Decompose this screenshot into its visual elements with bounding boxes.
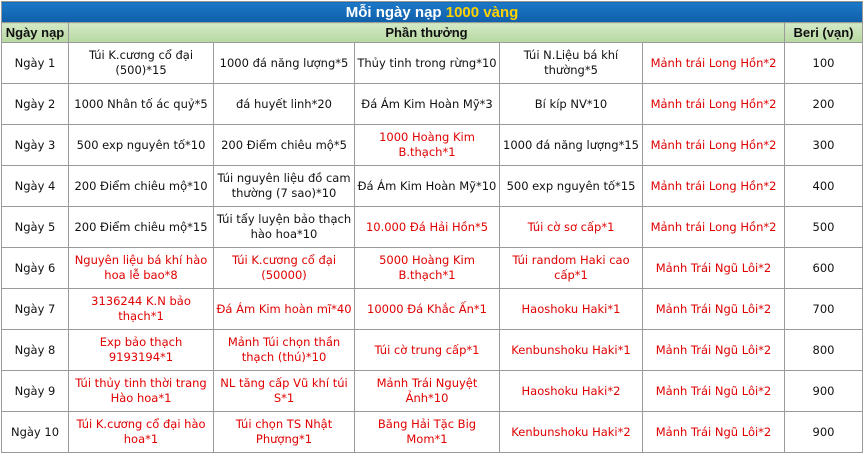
table-row: [2, 125, 863, 166]
reward-cell: Mảnh trái Long Hồn*2: [643, 166, 785, 207]
table-row: [2, 43, 863, 84]
reward-cell: Túi thủy tinh thời trang Hào hoa*1: [69, 371, 214, 412]
reward-cell: 500 exp nguyên tố*10: [69, 125, 214, 166]
reward-cell: đá huyết linh*20: [214, 84, 355, 125]
title-prefix: Mỗi ngày nạp: [345, 3, 446, 21]
reward-cell: 200 Điểm chiêu mộ*10: [69, 166, 214, 207]
table-row: [2, 371, 863, 412]
reward-cell: Mảnh Trái Nguyệt Ảnh*10: [355, 371, 500, 412]
reward-cell: Kenbunshoku Haki*1: [500, 330, 643, 371]
reward-cell: Bí kíp NV*10: [500, 84, 643, 125]
title-row: [2, 2, 863, 23]
reward-cell: Đá Ám Kim Hoàn Mỹ*10: [355, 166, 500, 207]
table-title: [2, 2, 863, 23]
table-row: [2, 84, 863, 125]
table-row: [2, 412, 863, 453]
beri-cell: 800: [785, 330, 863, 371]
beri-cell: 400: [785, 166, 863, 207]
reward-cell: 200 Điểm chiêu mộ*15: [69, 207, 214, 248]
table-row: [2, 248, 863, 289]
reward-cell: Mảnh Trái Ngũ Lôi*2: [643, 330, 785, 371]
reward-cell: 10000 Đá Khắc Ấn*1: [355, 289, 500, 330]
reward-cell: Mảnh trái Long Hồn*2: [643, 43, 785, 84]
reward-cell: Mảnh trái Long Hồn*2: [643, 84, 785, 125]
reward-cell: Haoshoku Haki*1: [500, 289, 643, 330]
reward-cell: NL tăng cấp Vũ khí túi S*1: [214, 371, 355, 412]
reward-cell: Túi cờ sơ cấp*1: [500, 207, 643, 248]
reward-cell: 1000 đá năng lượng*15: [500, 125, 643, 166]
reward-cell: Thủy tinh trong rừng*10: [355, 43, 500, 84]
reward-cell: Đá Ám Kim hoàn mĩ*40: [214, 289, 355, 330]
reward-cell: 1000 Nhân tố ác quỷ*5: [69, 84, 214, 125]
header-beri: Beri (vạn): [785, 23, 863, 43]
reward-cell: Túi cờ trung cấp*1: [355, 330, 500, 371]
header-rewards: Phần thưởng: [69, 23, 785, 43]
beri-cell: 500: [785, 207, 863, 248]
beri-cell: 900: [785, 412, 863, 453]
reward-cell: 3136244 K.N bảo thạch*1: [69, 289, 214, 330]
day-cell: Ngày 7: [2, 289, 69, 330]
reward-cell: Túi nguyên liệu đồ cam thường (7 sao)*10: [214, 166, 355, 207]
reward-cell: Nguyên liệu bá khí hào hoa lễ bao*8: [69, 248, 214, 289]
day-cell: Ngày 2: [2, 84, 69, 125]
reward-cell: Túi chọn TS Nhật Phượng*1: [214, 412, 355, 453]
reward-cell: 10.000 Đá Hải Hồn*5: [355, 207, 500, 248]
header-row: [2, 23, 863, 43]
beri-cell: 700: [785, 289, 863, 330]
reward-table: [1, 1, 863, 453]
title-highlight: 1000 vàng: [445, 3, 519, 21]
reward-cell: Mảnh Túi chọn thần thạch (thú)*10: [214, 330, 355, 371]
reward-cell: Mảnh Trái Ngũ Lôi*2: [643, 371, 785, 412]
reward-cell: Túi random Haki cao cấp*1: [500, 248, 643, 289]
reward-cell: Túi N.Liệu bá khí thường*5: [500, 43, 643, 84]
reward-cell: 1000 Hoàng Kim B.thạch*1: [355, 125, 500, 166]
reward-cell: Kenbunshoku Haki*2: [500, 412, 643, 453]
table-body: [2, 43, 863, 453]
day-cell: Ngày 6: [2, 248, 69, 289]
beri-cell: 200: [785, 84, 863, 125]
table-row: [2, 289, 863, 330]
day-cell: Ngày 1: [2, 43, 69, 84]
reward-cell: 1000 đá năng lượng*5: [214, 43, 355, 84]
table-row: [2, 207, 863, 248]
reward-cell: Exp bảo thạch 9193194*1: [69, 330, 214, 371]
beri-cell: 900: [785, 371, 863, 412]
day-cell: Ngày 9: [2, 371, 69, 412]
reward-cell: 500 exp nguyên tố*15: [500, 166, 643, 207]
reward-cell: Mảnh trái Long Hồn*2: [643, 207, 785, 248]
reward-cell: 200 Điểm chiêu mộ*5: [214, 125, 355, 166]
table-row: [2, 330, 863, 371]
reward-cell: Đá Ám Kim Hoàn Mỹ*3: [355, 84, 500, 125]
reward-cell: Haoshoku Haki*2: [500, 371, 643, 412]
reward-cell: Túi K.cương cổ đại (50000): [214, 248, 355, 289]
day-cell: Ngày 4: [2, 166, 69, 207]
reward-cell: Mảnh Trái Ngũ Lôi*2: [643, 289, 785, 330]
day-cell: Ngày 5: [2, 207, 69, 248]
reward-cell: Mảnh Trái Ngũ Lôi*2: [643, 412, 785, 453]
reward-cell: Mảnh Trái Ngũ Lôi*2: [643, 248, 785, 289]
beri-cell: 300: [785, 125, 863, 166]
reward-cell: Túi K.cương cổ đại (500)*15: [69, 43, 214, 84]
header-day: Ngày nạp: [2, 23, 69, 43]
day-cell: Ngày 10: [2, 412, 69, 453]
table-row: [2, 166, 863, 207]
beri-cell: 600: [785, 248, 863, 289]
beri-cell: 100: [785, 43, 863, 84]
day-cell: Ngày 3: [2, 125, 69, 166]
reward-cell: Túi tẩy luyện bảo thạch hào hoa*10: [214, 207, 355, 248]
day-cell: Ngày 8: [2, 330, 69, 371]
reward-cell: 5000 Hoàng Kim B.thạch*1: [355, 248, 500, 289]
reward-cell: Túi K.cương cổ đại hào hoa*1: [69, 412, 214, 453]
reward-cell: Mảnh trái Long Hồn*2: [643, 125, 785, 166]
reward-cell: Băng Hải Tặc Big Mom*1: [355, 412, 500, 453]
